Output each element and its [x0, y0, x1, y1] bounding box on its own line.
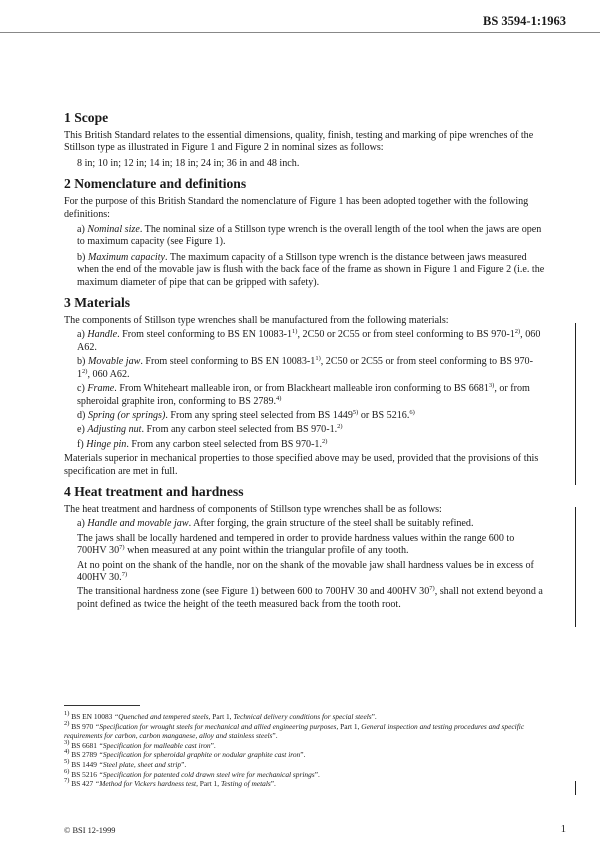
paragraph: This British Standard relates to the essential dimensions, quality, finish, testing and marking of pipe wrenches of the Stillson type as illustrated in Figure 1 and Figure 2 in nominal sizes as follows:	[64, 130, 534, 154]
footnote	[64, 750, 559, 760]
footnotes	[64, 712, 559, 789]
text: , shall not extend beyond a point defined as twice the height of the teeth measured back from the tooth root.	[77, 586, 543, 610]
document-id: BS 3594-1:1963	[483, 14, 566, 28]
text: , 060 A62.	[87, 368, 130, 380]
paragraph: The heat treatment and hardness of components of Stillson type wrenches shall be as follows:	[64, 503, 442, 515]
footnote-ref: 1)	[292, 328, 298, 336]
footnote-mark: 5)	[64, 757, 70, 765]
term: Spring (or springs)	[87, 409, 166, 421]
text: The jaws shall be locally hardened and tempered in order to provide hardness values within the range 600 to 700HV 30	[77, 532, 515, 557]
footnote-text: ”.	[314, 769, 320, 779]
header-rule	[0, 32, 600, 33]
term: Nominal size	[87, 224, 140, 236]
footnote-text: ”.	[300, 750, 306, 760]
footnote-text: , Part 1,	[196, 779, 221, 789]
footnote-title: “Specification for spheroidal graphite or nodular graphite cast iron	[98, 750, 301, 760]
paragraph: Materials superior in mechanical properties to those specified above may be used, provided that the provisions of this specification are met in full.	[64, 453, 539, 477]
list-item	[64, 518, 545, 530]
text: . From any spring steel selected from BS 1449	[165, 409, 353, 421]
footnote-mark: 6)	[64, 767, 70, 775]
section-heading: 4 Heat treatment and hardness	[64, 483, 244, 499]
footnote-title: “Steel plate, sheet and strip	[98, 759, 182, 769]
section-heat-treatment	[64, 484, 545, 611]
footnote-title: “Quenched and tempered steels	[114, 712, 209, 721]
paragraph: The components of Stillson type wrenches shall be manufactured from the following materials:	[64, 315, 449, 327]
text: . The nominal size of a Stillson type wrench is the overall length of the tool when the jaws are open to maximum capacity (see Figure 1).	[77, 224, 542, 248]
item-label: d)	[77, 409, 88, 421]
definition-item	[64, 252, 545, 289]
footnote	[64, 767, 559, 780]
footnote-mark: 1)	[64, 710, 70, 717]
footnote-text: , Part 1,	[208, 712, 234, 721]
item-label: a)	[77, 224, 88, 236]
item-label: a)	[77, 518, 88, 530]
footnote	[64, 719, 559, 741]
section-heading: 3 Materials	[64, 295, 131, 311]
text: . From steel conforming to BS EN 10083-1	[140, 356, 316, 368]
size-list: 8 in; 10 in; 12 in; 14 in; 18 in; 24 in; 36 in and 48 inch.	[77, 157, 300, 169]
item-label: e)	[77, 424, 88, 436]
text: . The maximum capacity of a Stillson type wrench is the distance between jaws measured when the end of the movable jaw is flush with the back face of the frame as shown in Figure 1 and Figure 2 (i.e. the maximum diameter of pipe that can be gripped with safety).	[77, 251, 545, 288]
footnote-ref: 2)	[322, 437, 328, 445]
paragraph	[64, 533, 545, 558]
section-materials	[64, 295, 545, 478]
text: . From any carbon steel selected from BS 970-1.	[141, 424, 338, 436]
footnote-ref-text: BS 6681	[69, 740, 99, 750]
footnote-mark: 4)	[64, 748, 70, 756]
footnote-text: ”.	[371, 712, 377, 721]
list-item	[64, 356, 545, 381]
text: . After forging, the grain structure of the steel shall be suitably refined.	[188, 518, 474, 530]
footnote-part: General inspection and testing procedures and specific requirements for carbon, carbon manganese, alloy and stainless steels	[64, 721, 525, 741]
text: , or from spheroidal graphite iron, conforming to BS 2789.	[77, 383, 530, 407]
change-bar	[575, 323, 576, 485]
footnote-ref: 7)	[429, 585, 435, 593]
footnote-ref: 3)	[488, 382, 495, 390]
footnote-text: , Part 1,	[336, 721, 362, 731]
change-bar	[575, 507, 576, 627]
footnote-title: “Specification for wrought steels for mechanical and allied engineering purposes	[95, 721, 337, 731]
footnote-title: “Specification for patented cold drawn steel wire for mechanical springs	[98, 769, 315, 779]
footnote	[64, 779, 559, 789]
term: Handle and movable jaw	[87, 518, 189, 530]
list-item	[64, 329, 545, 354]
copyright-notice: © BSI 12-1999	[64, 826, 116, 835]
text: . From any carbon steel selected from BS 970-1.	[126, 438, 323, 450]
text: The transitional hardness zone (see Figure 1) between 600 to 700HV 30 and 400HV 30	[77, 586, 430, 598]
section-nomenclature	[64, 176, 545, 289]
footnote-rule	[64, 705, 140, 706]
term: Maximum capacity	[87, 251, 166, 263]
text: . From steel conforming to BS EN 10083-1	[117, 329, 293, 341]
item-label: b)	[77, 356, 88, 368]
list-item	[64, 424, 545, 436]
definition-item	[64, 224, 545, 249]
page-body	[64, 110, 545, 617]
text: when measured at any point within the triangular profile of any tooth.	[124, 545, 409, 557]
footnote-mark: 2)	[64, 719, 70, 727]
footnote-ref: 7)	[119, 544, 125, 552]
footnote-text: ”.	[272, 731, 278, 741]
paragraph	[64, 560, 545, 585]
section-heading: 2 Nomenclature and definitions	[64, 176, 247, 192]
section-heading: 1 Scope	[64, 110, 109, 125]
term: Movable jaw	[87, 356, 141, 368]
footnote-ref: 2)	[82, 367, 88, 375]
page-number: 1	[560, 824, 566, 835]
footnote	[64, 738, 559, 751]
list-item	[64, 383, 545, 408]
text: , 2C50 or 2C55 or from steel conforming to BS 970-1	[297, 329, 515, 341]
footnote-ref-text: BS EN 10083	[69, 712, 115, 721]
footnote-part: Testing of metals	[220, 779, 271, 789]
text: or BS 5216.	[358, 409, 410, 421]
item-label: b)	[77, 251, 88, 263]
text: . From Whiteheart malleable iron, or from Blackheart malleable iron conforming to BS 6681	[114, 383, 489, 395]
item-label: c)	[77, 383, 88, 395]
footnote-ref-text: BS 427	[69, 779, 96, 789]
paragraph	[64, 586, 545, 611]
footnote-ref: 2)	[514, 328, 521, 336]
item-label: a)	[77, 329, 88, 341]
footnote-text: ”.	[181, 759, 187, 769]
footnote-ref: 5)	[352, 408, 359, 416]
footnote-title: “Specification for malleable cast iron	[98, 740, 211, 750]
text: , 2C50 or 2C55 or from steel conforming to BS 970-1	[77, 356, 533, 380]
change-bar	[575, 781, 576, 795]
footnote-ref-text: BS 1449	[69, 759, 99, 769]
item-label: f)	[77, 438, 87, 450]
footnote-mark: 3)	[64, 738, 70, 746]
footnote-text: ”.	[210, 740, 216, 750]
footnote	[64, 712, 559, 722]
footnote	[64, 757, 559, 770]
footnote-title: “Method for Vickers hardness test	[95, 779, 197, 789]
footnote-text: ”.	[270, 779, 276, 789]
text: At no point on the shank of the handle, nor on the shank of the movable jaw shall hardness values be in excess of 400HV 30.	[77, 559, 534, 583]
term: Adjusting nut	[87, 424, 142, 436]
footnote-ref: 2)	[337, 423, 343, 431]
footnote-ref: 1)	[315, 355, 321, 363]
paragraph: For the purpose of this British Standard the nomenclature of Figure 1 has been adopted together with the following definitions:	[64, 196, 529, 220]
term: Handle	[87, 329, 118, 341]
footnote-mark: 7)	[64, 777, 70, 785]
footnote-ref-text: BS 5216	[69, 769, 99, 779]
term: Hinge pin	[86, 438, 127, 450]
footnote-ref: 4)	[276, 394, 282, 402]
section-scope	[64, 110, 545, 170]
text: , 060 A62.	[77, 329, 541, 353]
footnote-ref-text: BS 970	[69, 721, 96, 731]
list-item	[64, 410, 545, 422]
footnote-ref-text: BS 2789	[69, 750, 99, 760]
footnote-part: Technical delivery conditions for special steels	[233, 712, 372, 721]
footnote-ref: 7)	[121, 570, 128, 578]
list-item	[64, 439, 545, 451]
term: Frame	[87, 383, 115, 395]
footnote-ref: 6)	[409, 408, 415, 416]
